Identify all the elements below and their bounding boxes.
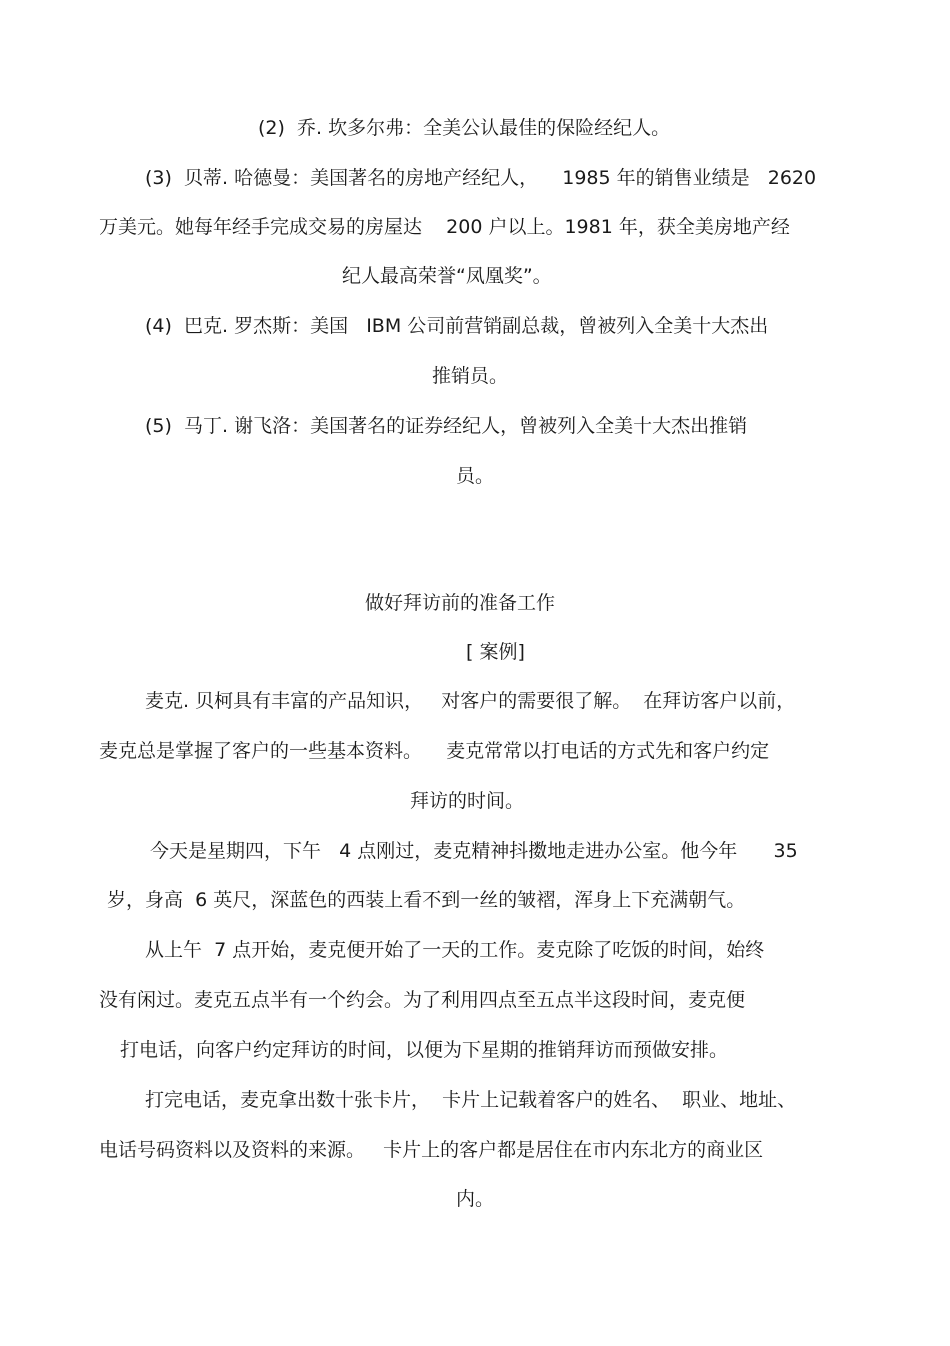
list-item-2-line-1: (2) 乔. 坎多尔弗：全美公认最佳的保险经纪人。 [258, 117, 671, 139]
list-item-4-line-1: (4) 巴克. 罗杰斯：美国 IBM 公司前营销副总裁，曾被列入全美十大杰出 [145, 315, 769, 337]
paragraph-1-line-2: 麦克总是掌握了客户的一些基本资料。 麦克常常以打电话的方式先和客户约定 [99, 740, 770, 762]
paragraph-2-line-1: 今天是星期四，下午 4 点刚过，麦克精神抖擞地走进办公室。他今年 35 [150, 840, 798, 862]
paragraph-3-line-1: 从上午 7 点开始，麦克便开始了一天的工作。麦克除了吃饭的时间，始终 [145, 939, 765, 961]
list-item-3-line-2: 万美元。她每年经手完成交易的房屋达 200 户以上。1981 年，获全美房地产经 [99, 216, 790, 238]
list-item-4-line-2: 推销员。 [432, 365, 509, 387]
list-item-5-line-1: (5) 马丁. 谢飞洛：美国著名的证券经纪人，曾被列入全美十大杰出推销 [145, 415, 748, 437]
paragraph-1-line-1: 麦克. 贝柯具有丰富的产品知识， 对客户的需要很了解。 在拜访客户以前， [145, 690, 796, 712]
case-label: [ 案例] [466, 641, 525, 663]
list-item-3-line-1: (3) 贝蒂. 哈德曼：美国著名的房地产经纪人， 1985 年的销售业绩是 2620 [145, 167, 817, 189]
paragraph-2-line-2: 岁，身高 6 英尺，深蓝色的西装上看不到一丝的皱褶，浑身上下充满朝气。 [107, 889, 746, 911]
paragraph-3-line-2: 没有闲过。麦克五点半有一个约会。为了利用四点至五点半这段时间，麦克便 [99, 989, 746, 1011]
paragraph-4-line-1: 打完电话，麦克拿出数十张卡片， 卡片上记载着客户的姓名、 职业、地址、 [145, 1089, 797, 1111]
list-item-3-line-3: 纪人最高荣誉“凤凰奖”。 [342, 265, 552, 287]
paragraph-4-line-2: 电话号码资料以及资料的来源。 卡片上的客户都是居住在市内东北方的商业区 [99, 1139, 764, 1161]
paragraph-4-line-3: 内。 [456, 1188, 495, 1210]
list-item-5-line-2: 员。 [456, 465, 495, 487]
paragraph-3-line-3: 打电话，向客户约定拜访的时间，以便为下星期的推销拜访而预做安排。 [120, 1039, 729, 1061]
paragraph-1-line-3: 拜访的时间。 [410, 790, 525, 812]
section-title: 做好拜访前的准备工作 [365, 592, 556, 614]
